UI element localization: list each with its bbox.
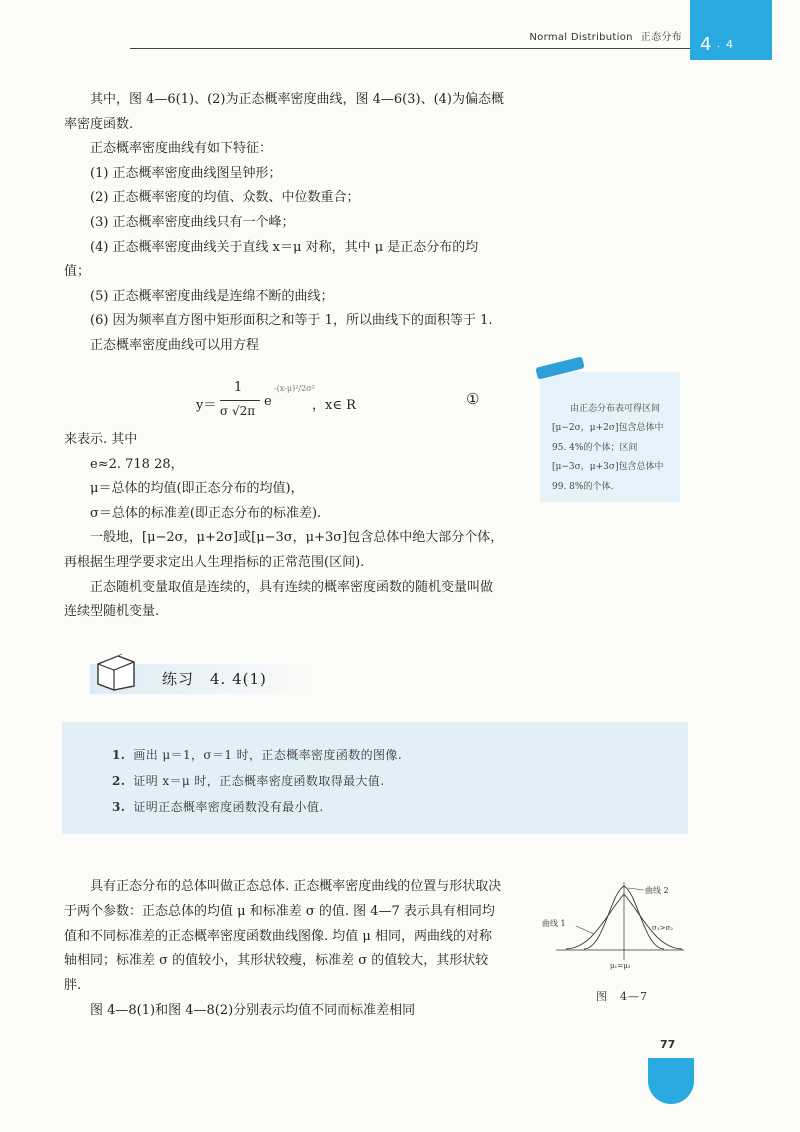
density-formula <box>196 380 496 432</box>
formula-exponent: -(x-μ)²/2σ² <box>274 384 315 393</box>
feature-item: (6) 因为频率直方图中矩形面积之和等于 1，所以曲线下的面积等于 1. <box>90 313 493 329</box>
formula-denominator: σ √2π <box>220 404 256 418</box>
body-section-2 <box>64 428 504 625</box>
feature-item: (3) 正态概率密度曲线只有一个峰； <box>90 214 295 230</box>
curve-2-label: 曲线 2 <box>645 886 669 895</box>
running-title-en: Normal Distribution <box>529 32 633 43</box>
page-header <box>0 0 800 60</box>
brush-stroke-icon <box>535 356 584 379</box>
margin-note-text: 由正态分布表可得区间[μ−2σ，μ+2σ]包含总体中 95. 4%的个体；区间[μ−3σ，μ+3σ]包含总体中 99. 8%的个体. <box>552 404 664 492</box>
mu-label: μ₁=μ₂ <box>610 962 631 970</box>
running-title <box>529 28 682 43</box>
exercise-number: 2. <box>112 774 126 788</box>
exercise-item <box>112 772 385 789</box>
page-number: 77 <box>660 1038 676 1051</box>
header-rule <box>130 48 690 49</box>
exercise-text: 证明 x＝μ 时，正态概率密度函数取得最大值. <box>133 774 385 788</box>
book-icon <box>94 650 138 692</box>
section-major: 4 <box>700 34 712 55</box>
definition-item: σ＝总体的标准差(即正态分布的标准差). <box>90 505 322 521</box>
body-section-3 <box>64 875 504 1024</box>
feature-item: (2) 正态概率密度的均值、众数、中位数重合； <box>90 190 360 206</box>
curve-1-leader <box>576 926 594 934</box>
running-title-cn: 正态分布 <box>640 32 682 43</box>
curve-2-leader <box>628 888 644 890</box>
formula-base: e <box>264 394 272 409</box>
paragraph: 正态随机变量取值是连续的，具有连续的概率密度函数的随机变量叫做连续型随机变量. <box>64 579 494 620</box>
paragraph: 一般地，[μ−2σ，μ+2σ]或[μ−3σ，μ+3σ]包含总体中绝大部分个体，再根据生理学要求定出人生理指标的正常范围(区间). <box>64 530 504 570</box>
fraction-bar <box>220 400 260 401</box>
exercise-number: 3. <box>112 800 126 814</box>
exercise-item <box>112 746 402 763</box>
formula-lhs: y＝ <box>196 398 217 413</box>
definition-item: e≈2. 718 28， <box>90 456 184 472</box>
figure-normal-curves <box>540 874 690 974</box>
figure-caption: 图 4—7 <box>596 990 648 1003</box>
exercise-text: 证明正态概率密度函数没有最小值. <box>133 800 324 814</box>
equation-marker: ① <box>466 390 480 408</box>
section-minor: 4 <box>726 38 733 51</box>
paragraph: 图 4—8(1)和图 4—8(2)分别表示均值不同而标准差相同 <box>90 1002 416 1018</box>
feature-item: (1) 正态概率密度曲线图呈钟形； <box>90 165 282 181</box>
section-separator: . <box>717 40 720 50</box>
page-badge <box>648 1058 694 1104</box>
exercise-number: 1. <box>112 748 126 762</box>
paragraph: 正态概率密度曲线可以用方程 <box>90 337 260 353</box>
exercise-item <box>112 798 324 815</box>
definition-item: μ＝总体的均值(即正态分布的均值)， <box>90 481 304 497</box>
paragraph: 其中，图 4—6(1)、(2)为正态概率密度曲线，图 4—6(3)、(4)为偏态概率密度函数. <box>64 92 505 132</box>
section-tab <box>690 0 772 60</box>
body-section-1 <box>64 88 504 359</box>
paragraph: 来表示. 其中 <box>64 432 138 447</box>
formula-numerator: 1 <box>234 380 243 395</box>
exercise-box <box>62 722 688 834</box>
sigma-label: σ₁>σ₂ <box>652 924 674 932</box>
exercise-title: 练习 4. 4(1) <box>162 670 267 688</box>
curve-1-label: 曲线 1 <box>542 919 566 928</box>
paragraph: 具有正态分布的总体叫做正态总体. 正态概率密度曲线的位置与形状取决于两个参数：正态总体的均值 μ 和标准差 σ 的值. 图 4—7 表示具有相同均值和不同标准差的正态概率密度函数曲线图像. 均值 μ 相同，两曲线的对称轴相同；标准差 σ 的值较小，其形状较瘦，标准差 σ 的值较大，其形状较胖. <box>64 879 502 994</box>
feature-item: (5) 正态概率密度曲线是连绵不断的曲线； <box>90 288 334 304</box>
formula-domain: ，x∈ R <box>312 398 356 413</box>
paragraph: 正态概率密度曲线有如下特征： <box>90 141 273 157</box>
margin-note <box>540 372 680 502</box>
exercise-text: 画出 μ＝1，σ＝1 时，正态概率密度函数的图像. <box>133 748 403 762</box>
feature-item: (4) 正态概率密度曲线关于直线 x＝μ 对称，其中 μ 是正态分布的均值； <box>64 239 479 280</box>
